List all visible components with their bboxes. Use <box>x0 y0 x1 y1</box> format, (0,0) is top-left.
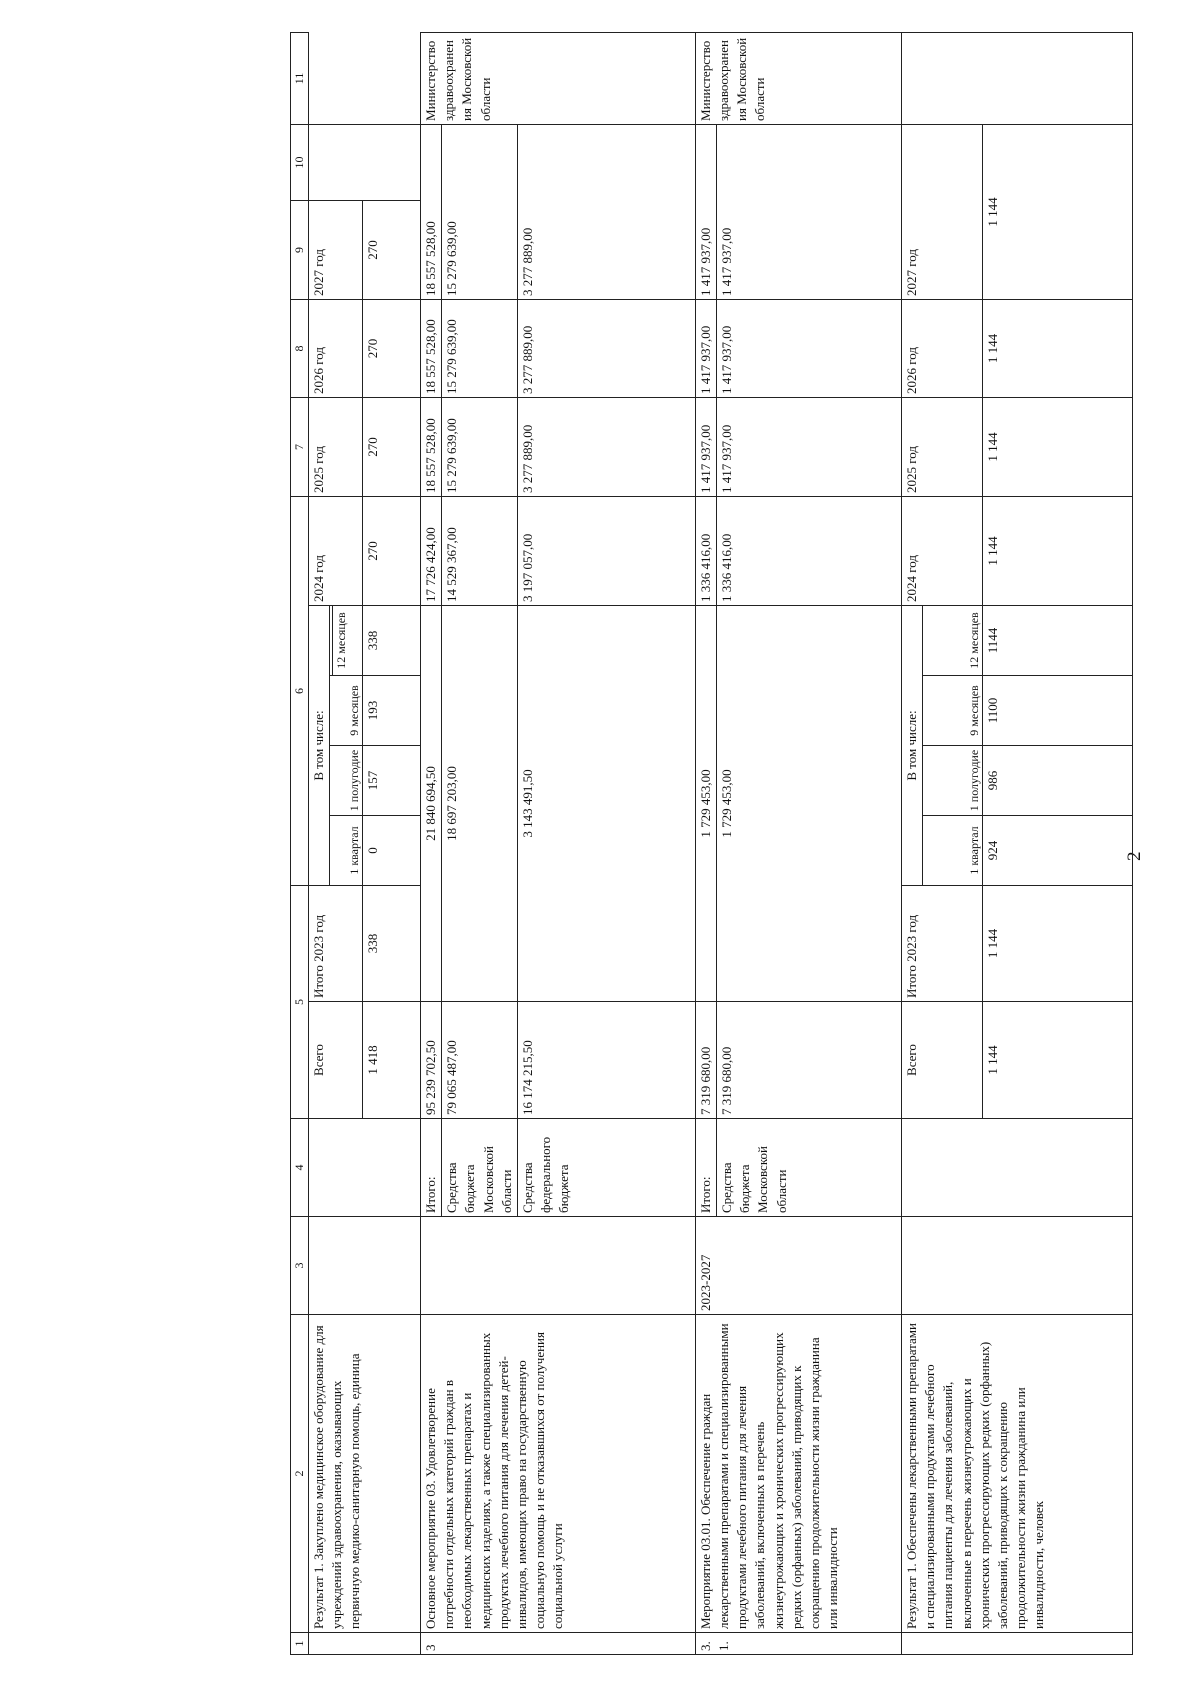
amount-2025: 3 277 889,00 <box>517 397 695 496</box>
header-2026: 2026 год <box>308 299 362 397</box>
header-2027: 2027 год <box>308 200 362 299</box>
cell-empty <box>902 1119 1133 1217</box>
amount-2024: 17 726 424,00 <box>420 496 441 605</box>
amount-2025: 1 417 937,00 <box>695 397 716 496</box>
header-including: В том числе: <box>902 606 923 886</box>
header-q1: 1 квартал <box>329 816 362 886</box>
value-2025: 1 144 <box>983 397 1133 496</box>
amount-2024: 3 197 057,00 <box>517 496 695 605</box>
cell-empty <box>420 1217 695 1315</box>
col-num: 2 <box>291 1315 309 1633</box>
amount-2027: 1 417 937,00 <box>695 124 716 299</box>
event-03-01-row-total <box>695 32 716 1654</box>
col-num: 7 <box>291 397 309 496</box>
event-text: Основное мероприятие 03. Удовлетворение потребности отдельных категорий граждан в необходимых лекарственных препаратах и медицинских изделиях, а также специализированных продуктах лечебного питания для лечения детей-инвалидов, имеющих право на государственную социальную помощь и не отказавшихся от получения социальной услуги <box>420 1315 695 1633</box>
col-num: 6 <box>291 496 309 885</box>
header-total-2023: Итого 2023 год <box>902 886 983 1002</box>
header-12m: 12 месяцев <box>332 606 362 676</box>
value-12m: 1144 <box>983 606 1133 676</box>
col-num: 8 <box>291 299 309 397</box>
cell-empty <box>308 1119 420 1217</box>
executor: Министерство здравоохранения Московской области <box>420 32 695 124</box>
funding-source: Средства бюджета Московской области <box>442 1119 518 1217</box>
cell-empty <box>902 1633 1133 1655</box>
col-num: 4 <box>291 1119 309 1217</box>
funding-source: Итого: <box>420 1119 441 1217</box>
amount-total: 7 319 680,00 <box>695 1002 716 1119</box>
main-event-03-row-total <box>420 32 441 1654</box>
amount-2025: 18 557 528,00 <box>420 397 441 496</box>
col-num: 1 <box>291 1633 309 1655</box>
amount-2026: 1 417 937,00 <box>717 299 902 397</box>
event-text: Мероприятие 03.01. Обеспечение граждан лекарственными препаратами и специализированными продуктами лечебного питания для лечения заболеваний, включенных в перечень жизнеугрожающих и хронических прогрессирующих редких (орфанных) заболеваний, приводящих к сокращению продолжительности жизни гражданина или инвалидности <box>695 1315 901 1633</box>
col-num: 3 <box>291 1217 309 1315</box>
value-9m: 193 <box>362 676 420 746</box>
value-2027: 1 144 <box>983 124 1133 299</box>
cell-empty <box>902 32 1133 124</box>
value-h1: 157 <box>362 746 420 816</box>
row-number: 3 <box>420 1633 695 1655</box>
amount-2025: 1 417 937,00 <box>717 397 902 496</box>
amount-2023: 18 697 203,00 <box>442 606 518 1002</box>
amount-2023: 21 840 694,50 <box>420 606 441 1002</box>
amount-2024: 1 336 416,00 <box>717 496 902 605</box>
cell-empty <box>308 124 420 200</box>
header-2025: 2025 год <box>902 397 983 496</box>
cell-empty <box>902 1217 1133 1315</box>
result-patients-header-row <box>902 32 923 1654</box>
amount-total: 16 174 215,50 <box>517 1002 695 1119</box>
value-q1: 0 <box>362 816 420 886</box>
header-including: В том числе: <box>308 606 329 886</box>
amount-2024: 14 529 367,00 <box>442 496 518 605</box>
amount-2026: 3 277 889,00 <box>517 299 695 397</box>
header-2024: 2024 год <box>308 496 362 605</box>
amount-2027: 1 417 937,00 <box>717 124 902 299</box>
col-num: 10 <box>291 124 309 200</box>
amount-2027: 3 277 889,00 <box>517 124 695 299</box>
amount-2026: 1 417 937,00 <box>695 299 716 397</box>
funding-source: Средства федерального бюджета <box>517 1119 695 1217</box>
value-2024: 1 144 <box>983 496 1133 605</box>
amount-total: 79 065 487,00 <box>442 1002 518 1119</box>
result-text: Результат 1. Закуплено медицинское оборудование для учреждений здравоохранения, оказывающих первичную медико-санитарную помощь, единица <box>308 1315 420 1633</box>
header-total: Всего <box>308 1002 362 1119</box>
header-h1: 1 полугодие <box>923 746 983 816</box>
header-2026: 2026 год <box>902 299 983 397</box>
value-h1: 986 <box>983 746 1133 816</box>
executor: Министерство здравоохранения Московской области <box>695 32 901 124</box>
header-2025: 2025 год <box>308 397 362 496</box>
header-2024: 2024 год <box>902 496 983 605</box>
amount-2026: 18 557 528,00 <box>420 299 441 397</box>
header-q1: 1 квартал <box>923 816 983 886</box>
amount-2023: 1 729 453,00 <box>695 606 716 1002</box>
value-2026: 270 <box>362 299 420 397</box>
amount-2027: 18 557 528,00 <box>420 124 441 299</box>
col-num: 11 <box>291 32 309 124</box>
header-9m: 9 месяцев <box>923 676 983 746</box>
header-2027: 2027 год <box>902 124 983 299</box>
amount-2023: 1 729 453,00 <box>717 606 902 1002</box>
funding-source: Средства бюджета Московской области <box>717 1119 902 1217</box>
value-total: 1 144 <box>983 1002 1133 1119</box>
value-2025: 270 <box>362 397 420 496</box>
col-num: 9 <box>291 200 309 299</box>
funding-source: Итого: <box>695 1119 716 1217</box>
header-9m: 9 месяцев <box>329 676 362 746</box>
value-total-2023: 1 144 <box>983 886 1133 1002</box>
col-num: 5 <box>291 886 309 1119</box>
program-table <box>290 32 1133 1655</box>
cell-empty <box>308 1633 420 1655</box>
page-number: 2 <box>1124 851 1145 861</box>
result-text: Результат 1. Обеспечены лекарственными препаратами и специализированными продуктами лечебного питания пациенты для лечения заболеваний, включенные в перечень жизнеугрожающих и хронических прогрессирующих редких (орфанных) заболеваний, приводящих к сокращению продолжительности жизни гражданина или инвалидности, человек <box>902 1315 1133 1633</box>
value-2027: 270 <box>362 200 420 299</box>
header-total: Всего <box>902 1002 983 1119</box>
result-equipment-header-row <box>308 32 329 1654</box>
amount-2023: 3 143 491,50 <box>517 606 695 1002</box>
amount-2027: 15 279 639,00 <box>442 124 518 299</box>
row-number: 3.1. <box>695 1633 901 1655</box>
value-total: 1 418 <box>362 1002 420 1119</box>
amount-total: 95 239 702,50 <box>420 1002 441 1119</box>
value-2024: 270 <box>362 496 420 605</box>
header-h1: 1 полугодие <box>329 746 362 816</box>
period: 2023-2027 <box>695 1217 901 1315</box>
amount-2026: 15 279 639,00 <box>442 299 518 397</box>
value-9m: 1100 <box>983 676 1133 746</box>
header-12m: 12 месяцев <box>923 606 983 676</box>
column-numbers-row <box>291 32 309 1654</box>
header-total-2023: Итого 2023 год <box>308 886 362 1002</box>
amount-total: 7 319 680,00 <box>717 1002 902 1119</box>
value-total-2023: 338 <box>362 886 420 1002</box>
cell-empty <box>308 1217 420 1315</box>
amount-2024: 1 336 416,00 <box>695 496 716 605</box>
value-12m: 338 <box>362 606 420 676</box>
value-2026: 1 144 <box>983 299 1133 397</box>
amount-2025: 15 279 639,00 <box>442 397 518 496</box>
value-q1: 924 <box>983 816 1133 886</box>
